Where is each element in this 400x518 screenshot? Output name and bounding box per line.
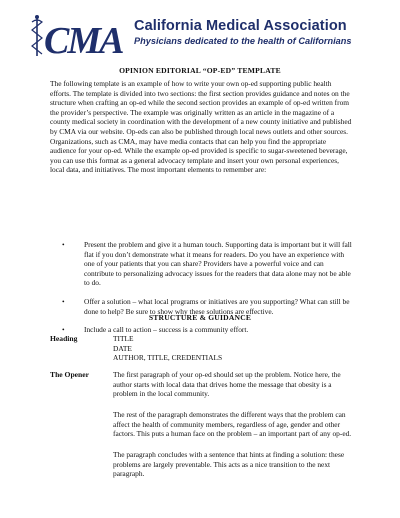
opener-paragraph-2: The rest of the paragraph demonstrates the different ways that the problem can affect the health of community members, regardless of age, gender and other factors. This puts a human face on the problem – an important part of any op-ed.	[113, 410, 352, 439]
list-item-text: Include a call to action – success is a community effort.	[84, 325, 249, 335]
heading-line-author: AUTHOR, TITLE, CREDENTIALS	[113, 353, 223, 363]
opener-label: The Opener	[50, 370, 90, 379]
intro-paragraph: The following template is an example of how to write your own op-ed supporting public health efforts. The template is divided into two sections: the first section provides guidance and notes on the structure when crafting an op-ed while the second section provides an example of op-ed written from the provider’s perspective. The example was originally written as an article in the magazine of a county medical society in coordination with the development of a new county initiative and published by CMA via our website. Op-eds can also be published through local news outlets and other sources. Organizations, such as CMA, may have media contacts that can help you find the appropriate audience for your op-ed. While the example op-ed provided is specific to sugar-sweetened beverage, you can use this format as a general advocacy template and insert your own personal experiences, local data, and initiatives. The most important elements to remember are:	[50, 79, 352, 175]
list-item	[50, 240, 354, 288]
list-item-text: Offer a solution – what local programs or initiatives are you supporting? What can still be done to help? Be sure to show why these solutions are effective.	[84, 296, 350, 316]
cma-logo	[30, 12, 130, 60]
opener-paragraph-3: The paragraph concludes with a sentence that hints at finding a solution: these problems are largely preventable. This acts as a nice transition to the next paragraph.	[113, 450, 345, 479]
document-title: OPINION EDITORIAL “OP-ED” TEMPLATE	[119, 66, 281, 75]
heading-line-title: TITLE	[113, 334, 134, 343]
heading-line-date: DATE	[113, 343, 132, 353]
heading-lines	[113, 334, 222, 363]
org-block	[134, 18, 351, 47]
list-item-text: Present the problem and give it a human touch. Supporting data is important but it will fall flat if you don’t demonstrate what it means for readers. Do you have an experience with one of your patients that you can share? Providers have a powerful voice and can contribute to personalizing advocacy issues for the readers that data alone may not be able to do.	[84, 240, 352, 288]
bullet-icon: •	[62, 240, 65, 249]
letterhead	[30, 12, 375, 62]
bullet-icon: •	[62, 296, 65, 306]
opener-paragraph-1: The first paragraph of your op-ed should set up the problem. Notice here, the author starts with local data that drives home the message that obesity is a problem in the local community.	[113, 370, 341, 399]
logo-text: CMA	[44, 20, 123, 60]
key-elements-list	[50, 240, 354, 344]
bullet-icon: •	[62, 325, 65, 335]
org-tagline: Physicians dedicated to the health of Californians	[134, 36, 352, 46]
section-title: STRUCTURE & GUIDANCE	[148, 313, 252, 322]
org-name: California Medical Association	[134, 18, 347, 34]
heading-label: Heading	[50, 334, 78, 343]
